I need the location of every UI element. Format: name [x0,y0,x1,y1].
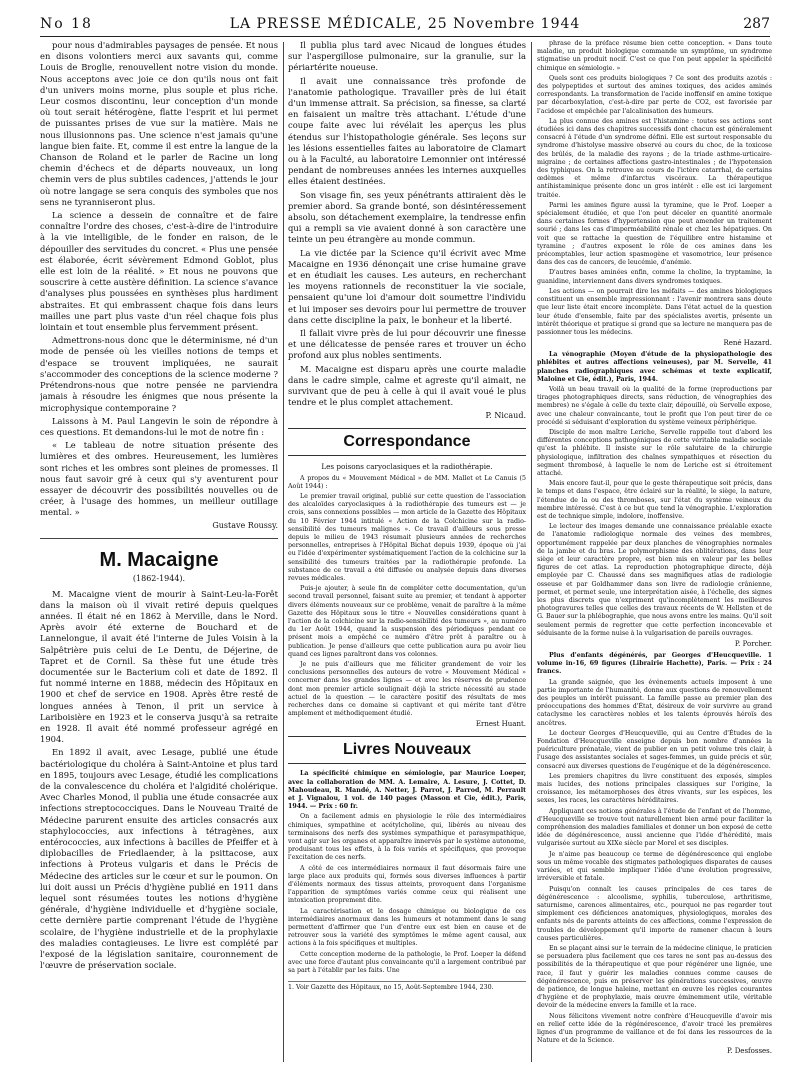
page-header [40,16,770,37]
paragraph: Le lecteur des images demande une connaissance préalable exacte de l'anatomie radiologique normale des veines des membres, opportunément rappelée par deux planches de vénographies normales de la jambe et du bras. Le polymorphisme des oblitérations, dans leur siège et leur caractère propre, est bien mis en valeur par les belles figures de cet atlas. La reproduction photographique directe, déjà employée par C. Chaussé dans ses magnifiques atlas de radiologie osseuse et par Goldhammer dans son livre de radiologie crânienne, permet, et permet seule, une interprétation aisée, à l'échelle, des signes les plus discrets que n'expriment qu'incomplètement les meilleures photogravures telles que celles des travaux récents de W. Hellsten et de G. Bauer sur la phlébographie, que nous avons entre les mains. Qu'il soit seulement permis de regretter que cette perfection inconcevable et séduisante de la forme nuise à la vulgarisation de pareils ouvrages. [537,523,772,637]
signature: P. Nicaud. [485,410,526,420]
paragraph: Je n'aime pas beaucoup ce terme de dégénérescence qui englobe sous un même vocable des stigmates pathologiques disparates de causes variées, et qui semble impliquer l'idée d'une évolution progressive, irréversible et fatale. [537,850,772,883]
paragraph: Voilà un beau travail où la qualité de la forme (reproductions par tirages photographiques directs, sans réduction, de vénographies des membres) ne s'égale à celle du texte clair, dépouillé, où Servelle expose, avec une chaleur convaincante, tout le profit que l'on peut tirer de ce procédé si séduisant d'exploration du système veineux périphérique. [537,385,772,426]
signature: P. Desfosses. [726,1047,772,1056]
paragraph: Laissons à M. Paul Langevin le soin de répondre à ces questions. Et demandons-lui le mot de notre fin : [40,415,278,437]
paragraph: La plus connue des amines est l'histamine : toutes ses actions sont étudiées ici dans des chapitres successifs dont chacun est généralement consacré à l'étude d'un syndrome défini. Elle est surtout responsable du syndrome d'histolyse massive observé au cours du choc, de la toxicose des brûlés, de la maladie des rayons ; de la triade asthme-urticaire-migraine ; de certaines affections gastro-intestinales ; de l'hypotension des typhiques. On la retrouve au cours de l'ictère catarrhal, de certains œdèmes et même d'infarctus viscéraux. La thérapeutique antihistaminique présente donc un gros intérêt : elle est ici largement traitée. [537,117,772,199]
signature: René Hazard. [723,339,772,348]
journal-title: LA PRESSE MÉDICALE, 25 Novembre 1944 [229,16,581,32]
paragraph: Quels sont ces produits biologiques ? Ce sont des produits azotés : des polypeptides et surtout des amines toxiques, des acides aminés correspondants. La transformation de l'acide inoffensif en amine toxique par décarboxylation, c'est-à-dire par perte de CO2, est favorisée par l'acidose et empêchée par l'alcalinisation des humeurs. [537,74,772,115]
paragraph: Admettrons-nous donc que le déterminisme, né d'un mode de pensée où les vieilles notions de temps et d'espace se trouvent impliquées, ne saurait s'accommoder des conceptions de la science moderne ? Prétendrons-nous que notre pensée ne parviendra jamais à résoudre les énigmes que nous présente la microphysique contemporaine ? [40,335,278,413]
paragraph: M. Macaigne vient de mourir à Saint-Leu-la-Forêt dans la maison où il vivait retiré depuis quelques années. Il était né en 1862 à Merville, dans le Nord. Après avoir été externe de Bouchard et de Lannelongue, il avait été l'interne de Jules Voisin à la Salpêtrière puis celui de Le Dentu, de Déjerine, de Tapret et de Cornil. Sa thèse fut une étude très documentée sur le Bacterium coli et date de 1892. Il fut nommé interne en 1888, médecin des Hôpitaux en 1900 et chef de service en 1908. Après être resté de longues années à Tenon, il prit un service à Lariboisière en 1923 et le conserva jusqu'à sa retraite en 1928. Il avait été nommé professeur agrégé en 1904. [40,588,278,745]
paragraph: Il avait une connaissance très profonde de l'anatomie pathologique. Travailler près de lui était d'un immense attrait. Sa précision, sa finesse, sa clarté en faisaient un maître très attachant. L'étude d'une coupe faite avec lui révélait les aperçus les plus étendus sur l'histopathologie générale. Ses leçons sur les lésions essentielles faites au laboratoire de Clamart ou à la Faculté, au laboratoire Lemonnier ont intéressé pendant de nombreuses années les internes auxquelles elles étaient destinées. [288,75,526,187]
paragraph: D'autres bases aminées enfin, comme la choline, la tryptamine, la guanidine, interviennent dans divers syndromes toxiques. [537,269,772,285]
paragraph: M. Macaigne est disparu après une courte maladie dans le cadre simple, calme et agreste qu'il aimait, ne survivant que de peu à celle à qui il avait voué le plus tendre et le plus complet attachement. [288,363,526,408]
book-title: La spécificité chimique en sémiologie, par Maurice Loeper, avec la collaboration de MM. A. Lemaire, A. Lesure, J. Cottet, D. Mahoudeau, R. Mandé, A. Netter, J. Parrot, J. Parrod, M. Perrault et J. Vignalou, 1 vol. de 140 pages (Masson et Cie, édit.), Paris, 1944. — Prix : 60 fr. [288,770,526,811]
paragraph: Le premier travail original, publié sur cette question de l'association des alcaloïdes caryoclasiques à la radiothérapie des tumeurs est — je crois, sans connexions possibles — mon article de la Gazette des Hôpitaux du 10 Février 1944 intitulé « Action de la Colchicine sur la radio-sensibilité des tumeurs malignes ». Ce travail d'ailleurs sous presse depuis le milieu de 1943 résumait plusieurs années de recherches personnelles, entreprises à l'Hôpital Bichat depuis 1939, époque où j'ai eu l'idée d'expérimenter systématiquement l'action de la colchicine sur la sensibilité des tumeurs traitées par la radiothérapie profonde. La substance de ce travail a été diffusée ou analysée depuis dans diverses revues médicales. [288,492,526,582]
paragraph: Puisqu'on connaît les causes principales de ces tares de dégénérescence : alcoolisme, syphilis, tuberculose, arthritisme, saturnisme, carences alimentaires, etc., pourquoi ne pas regarder tout simplement ces déficiences anatomiques, physiologiques, morales des enfants nés de parents atteints de ces affections, comme l'expression de troubles de développement qu'il importe de ramener chacun à leurs causes particulières. [537,885,772,942]
paragraph: Parmi les amines figure aussi la tyramine, que le Prof. Loeper a spécialement étudiée, et que l'on peut déceler en quantité anormale dans certaines formes d'hypertension que peut amender un traitement sourié ; dans les cas d'imperméabilité rénale et chez les hépatiques. On voit que se rattache la question de l'équilibre entre histamine et tyramine ; d'autres exposent le rôle de ces amines dans les précomptables, leur action spasmogène et vasomotrice, leur présence dans des cas de cancers, de leucémie, d'anémie. [537,201,772,267]
column-3 [537,40,772,1065]
paragraph: Cette conception moderne de la pathologie, le Prof. Loeper la défend avec une force d'autant plus convaincante qu'il a largement contribué par sa part à l'établir par les faits. Une [288,950,526,975]
paragraph: La grande saignée, que les événements actuels imposent à une partie importante de l'humanité, donne aux questions de renouvellement des peuples un intérêt puissant. La famille passe au premier plan des préoccupations des hommes d'État, désireux de voir survivre au grand cataclysme les caractères nobles et les talents éprouvés héroïs des ancêtres. [537,678,772,727]
column-divider [283,42,284,1062]
correspondance-subtitle: Les poisons caryoclasiques et la radiothérapie. [321,461,493,471]
paragraph: A propos du « Mouvement Médical » de MM. Mallet et Le Canuis (5 Août 1944) : [288,474,526,490]
paragraph: Disciple de mon maître Leriche, Servelle rappelle tout d'abord les différentes conceptions pathogéniques de cette véritable maladie sociale qu'est la phlébite. Il insiste sur le rôle salutaire de la chirurgie physiologique, infiltration des chaînes sympathiques et résection du segment thrombosé, à laquelle le nom de Leriche est si étroitement attaché. [537,428,772,477]
signature: P. Porcher. [734,640,772,649]
paragraph: En se plaçant ainsi sur le terrain de la médecine clinique, le praticien se persuadera plus facilement que ces tares ne sont pas au-dessus des possibilités de la thérapeutique et que pour régénérer une lignée, une race, il faut y guérir les maladies connues comme causes de dégénérescence, puis en préserver les générations successives, œuvre de patience, de longue haleine, mettant en œuvre les règles courantes d'hygiène et de prophylaxie, mais œuvre éminemment utile, véritable devoir de la médecine envers la famille et la race. [537,944,772,1010]
paragraph: Il publia plus tard avec Nicaud de longues études sur l'aspergillose pulmonaire, sur la granulie, sur la périartérite noueuse. [288,40,526,73]
paragraph: Son visage fin, ses yeux pénétrants attiraient dès le premier abord. Sa grande bonté, son désintéressement absolu, son détachement exemplaire, la tendresse enfin qui a rempli sa vie avaient donné à son caractère une teinte un peu étrangère au monde commun. [288,189,526,245]
paragraph: Puis-je ajouter, à seule fin de compléter cette documentation, qu'un second travail personnel, faisant suite au premier, et tendant à apporter divers éléments nouveaux sur ce problème, venait de paraître à la même Gazette des Hôpitaux sous le titre « Nouvelles considérations quant à l'action de la colchicine sur la radio-sensibilité des tumeurs », au numéro du 1er Août 1944, quand la suspension des périodiques pendant ce présent mois a empêché ce numéro d'être prêt à paraître ou à publication. Je pense d'ailleurs que cette publication aura pu avoir lieu quand ces lignes paraîtront dans vos colonnes. [288,585,526,658]
obituary-title: M. Macaigne [99,548,219,571]
footnote: 1. Voir Gazette des Hôpitaux, no 15, Août-Septembre 1944, 230. [288,981,526,992]
paragraph: On a facilement admis en physiologie le rôle des intermédiaires chimiques, sympathine et acétylcholine, qui, libérés au niveau des terminaisons des nerfs des systèmes sympathique et parasympathique, vont agir sur les organes et apparaître innervés par le système autonome, produisant tous les effets, à la fois variés et spécifiques, que provoque l'excitation de ces nerfs. [288,813,526,862]
paragraph: Mais encore faut-il, pour que le geste thérapeutique soit précis, dans le temps et dans l'espace, être éclairé sur la réalité, le siège, la nature, l'étendue de la ou des thromboses, sur l'état du système veineux du membre intéressé. C'est à ce but que tend la vénographie. L'exploration est de technique simple, indolore, inoffensive. [537,480,772,520]
issue-number: No 18 [40,16,93,32]
paragraph: Les premiers chapitres du livre constituent des exposés, simples mais lucides, des notions principales classiques sur l'origine, la croissance, les métamorphoses des êtres vivants, sur les espèces, les sexes, les races, les caractères héréditaires. [537,772,772,805]
column-divider [531,42,532,1062]
paragraph: Nous félicitons vivement notre confrère d'Heucqueville d'avoir mis en relief cette idée de la régénérescence, d'avoir tracé les premières lignes d'un programme de vaillance et de foi dans les ressources de la Nature et de la Science. [537,1012,772,1045]
paragraph: Appliquant ces notions générales à l'étude de l'enfant et de l'homme, d'Heucqueville se trouve tout naturellement bien armé pour faciliter la compréhension des maladies familiales et donner un bon exposé de cette idée de dégénérescence, aussi ancienne que l'idée d'hérédité, mais vulgarisée surtout au XIXe siècle par Morel et ses disciples. [537,807,772,848]
page-number: 287 [743,16,770,32]
section-title-correspondance: Correspondance [288,428,526,456]
section-title-livres: Livres Nouveaux [288,736,526,764]
paragraph: La caractérisation et le dosage chimique ou biologique de ces intermédiaires anormaux dans les humeurs et notamment dans le sang permettent d'affirmer que l'un d'entre eux est bien en cause et de retrouver sous la variété des symptômes le même agent causal, aux actions à la fois spécifiques et multiples. [288,907,526,948]
book-title: Plus d'enfants dégénérés, par Georges d'Heucqueville. 1 volume in-16, 69 figures (Librairie Hachette), Paris. — Prix : 24 francs. [537,652,772,676]
paragraph: La science a dessein de connaître et de faire connaître l'ordre des choses, c'est-à-dire de l'introduire à la vie intelligible, de le fonder en raison, de le dépouiller des servitudes du concret. « Plus une pensée est élaborée, écrit sévèrement Edmond Goblot, plus elle est loin de la réalité. » Et nous ne pouvons que souscrire à cette austère définition. La science s'avance d'analyses plus poussées en synthèses plus hardiment abstraites. Et qui embrassent chaque fois dans leurs mailles une part plus vaste d'un réel chaque fois plus lointain et tout ensemble plus fervemment présent. [40,210,278,333]
obituary-dates: (1862-1944). [132,573,186,583]
divider [40,538,278,539]
paragraph: Il fallait vivre près de lui pour découvrir une finesse et une délicatesse de pensée rares et trouver un écho profond aux plus nobles sentiments. [288,328,526,361]
paragraph: Les actions — on pourrait dire les méfaits — des amines biologiques constituent un ensemble impressionnant : l'avenir montrera sans doute que leur liste était encore incomplète. Dans l'état actuel de la question leur étude d'ensemble, faite par des spécialistes avertis, présente un intérêt théorique et pratique si grand que sa lecture ne manquera pas de passionner tous les médecins. [537,287,772,336]
paragraph: La vie dictée par la Science qu'il écrivit avec Mme Macaigne en 1936 dénonçait une crise humaine grave et en étudiait les causes. Les auteurs, en recherchant les moyens rationnels de reconstituer la vie sociale, pensaient qu'une loi d'amour doit soumettre l'individu et lui imposer ses devoirs pour lui permettre de trouver dans cette discipline la paix, le bonheur et la liberté. [288,247,526,325]
signature: Ernest Huant. [475,720,526,729]
paragraph: Je ne puis d'ailleurs que me féliciter grandement de voir les conclusions personnelles des auteurs de votre « Mouvement Médical » concerner dans les grandes lignes — et avec les réserves de prudence dont mon premier article soulignait déjà la stricte nécessité au stade actuel de la question — le caractère positif des résultats de mes recherches dans ce domaine si captivant et qui mérite tant d'être amplement et méthodiquement étudié. [288,660,526,718]
column-1 [40,40,278,1060]
column-2 [288,40,526,1065]
paragraph: Le docteur Georges d'Heucqueville, qui au Centre d'Études de la Fondation d'Heucqueville enseigne depuis bon nombre d'années la puériculture prénatale, vient de publier en un petit volume très clair, à l'usage des assistantes sociales et sages-femmes, un guide précis et sûr, consacré aux diverses questions de l'eugénique et de la dégénérescence. [537,729,772,770]
paragraph: « Le tableau de notre situation présente des lumières et des ombres. Heureusement, les lumières sont riches et les ombres sont pleines de promesses. Il nous faut savoir gré à ceux qui s'y aventurent pour essayer de découvrir des possibilités nouvelles ou de créer, à l'usage des hommes, un meilleur outillage mental. » [40,440,278,518]
signature: Gustave Roussy. [212,520,278,530]
paragraph: A côté de ces intermédiaires normaux il faut désormais faire une large place aux produits qui, formés sous diverses influences à partir d'éléments normaux des tissus atteints, provoquent dans l'organisme l'apparition de symptômes variés comme ceux qui réalisent une intoxication proprement dite. [288,864,526,905]
paragraph: pour nous d'admirables paysages de pensée. Et nous en disons volontiers merci aux savants qui, comme Louis de Broglie, renouvellent notre vision du monde. Nous acceptons avec joie ce don qu'ils nous ont fait d'un univers moins morne, plus souple et plus riche. Leur cosmos discontinu, leur conception d'un monde où tout serait hétérogène, flatte l'esprit et lui permet de puissantes prises de vue sur la matière. Mais ne nous illusionnons pas. Une science n'est jamais qu'une langue bien faite. Et, comme il est entre la langue de la Chanson de Roland et le parler de Racine un long chemin d'échecs et de départs nouveaux, un long chemin vers de plus subtiles cadences, j'attends le jour où notre langage se sera conquis des symboles que nos sens ne tyranniseront plus. [40,40,278,207]
book-title: La vénographie (Moyen d'étude de la physiopathologie des phlébites et autres affections veineuses), par M. Servelle, 41 planches radiographiques avec schémas et texte explicatif, Maloine et Cie, édit.), Paris, 1944. [537,351,772,383]
paragraph: phrase de la préface résume bien cette conception. « Dans toute maladie, un produit biologique commande un symptôme, un syndrome stigmatise un produit nocif. C'est ce que l'on peut appeler la spécificité chimique en sémiologie. » [537,40,772,72]
paragraph: En 1892 il avait, avec Lesage, publié une étude bactériologique du choléra à Saint-Antoine et plus tard en 1895, toujours avec Lesage, étudié les complications de la convalescence du choléra et l'algidité cholérique. Avec Charles Monod, il publia une étude consacrée aux infections streptococciques. Dans le Nouveau Traité de Médecine parurent ensuite des articles consacrés aux staphylococcies, aux infections à tétragènes, aux entérococcies, aux infections à bacilles de Pfeiffer et à diplobacilles de Friedlaender, à la psittacose, aux infections à Proteus vulgaris et dans le Précis de Médecine des articles sur le cœur et sur le poumon. On lui doit aussi un Précis d'hygiène publié en 1911 dans lequel sont résumées toutes les notions d'hygiène générale, d'hygiène individuelle et d'hygiène sociale, cette dernière partie comprenant l'étude de l'hygiène scolaire, de l'hygiène industrielle et de la prophylaxie des maladies contagieuses. Le livre est complété par l'exposé de la législation sanitaire, couronnement de l'œuvre de préservation sociale. [40,747,278,971]
